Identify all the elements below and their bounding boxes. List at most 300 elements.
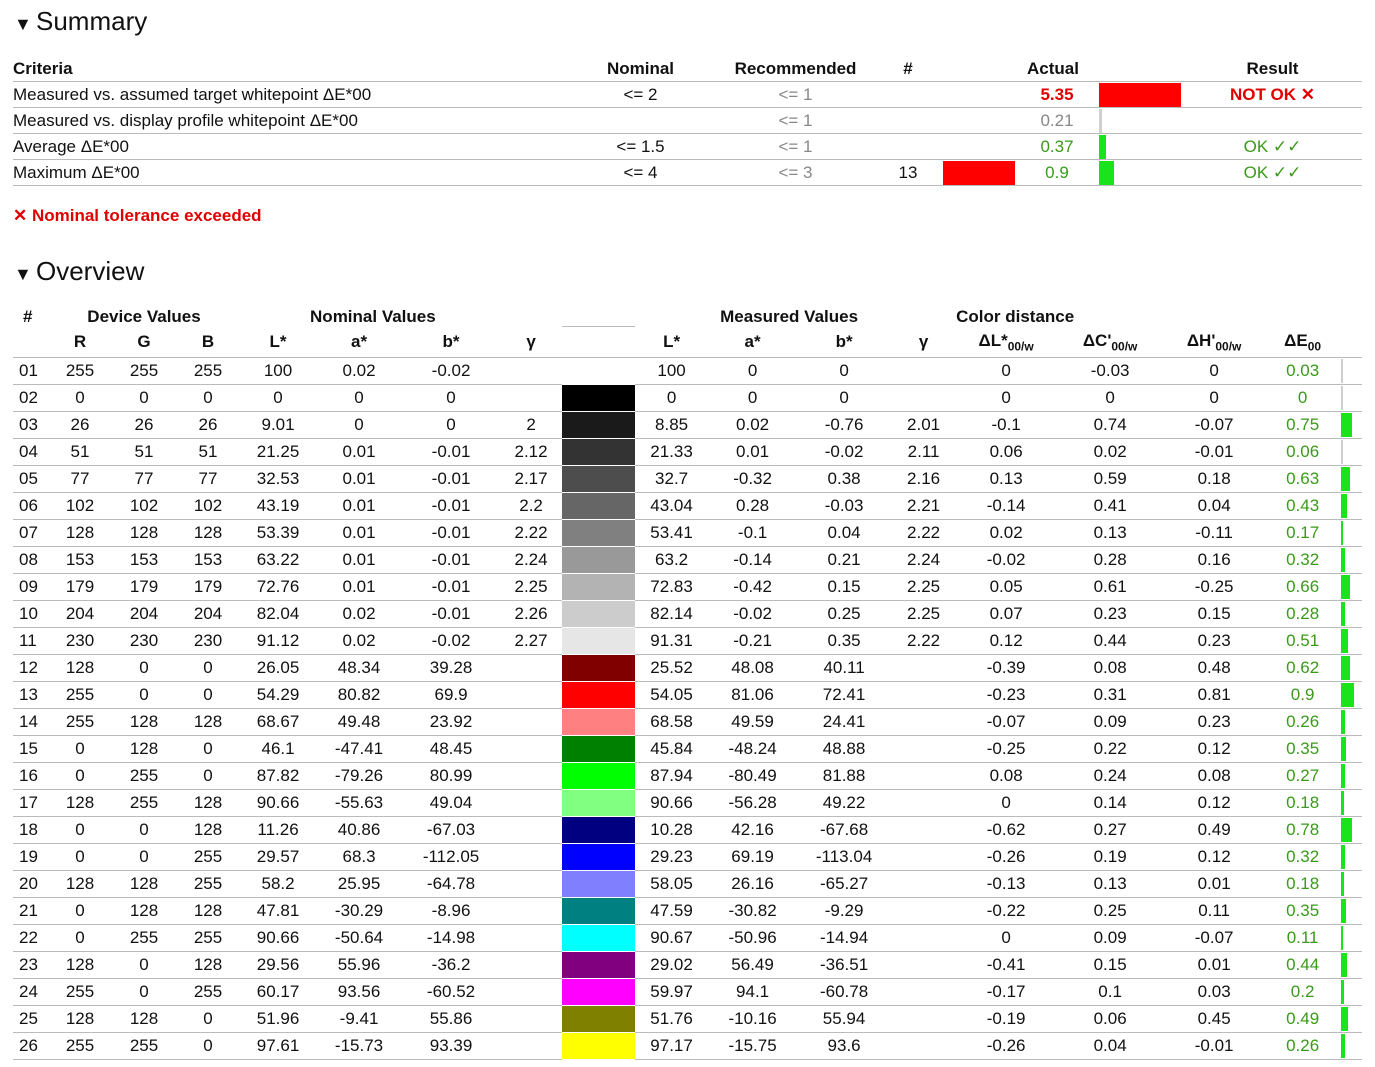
delta-e-bar <box>1341 980 1344 1004</box>
nominal-b: -0.02 <box>402 628 500 655</box>
device-b: 51 <box>176 439 240 466</box>
delta-e: 0.11 <box>1264 925 1341 952</box>
criteria-cell: Maximum ΔE*00 <box>13 160 563 186</box>
nominal-b: -112.05 <box>402 844 500 871</box>
nominal-gamma: 2.27 <box>500 628 562 655</box>
measured-b: 0.35 <box>797 628 891 655</box>
delta-h: 0 <box>1164 385 1264 412</box>
measured-a: 26.16 <box>708 871 797 898</box>
delta-h: 0.49 <box>1164 817 1264 844</box>
patch-number: 16 <box>13 763 48 790</box>
nominal-b: -64.78 <box>402 871 500 898</box>
device-b: 128 <box>176 898 240 925</box>
delta-e: 0.06 <box>1264 439 1341 466</box>
header-measured-gamma: γ <box>891 327 956 358</box>
color-swatch <box>562 628 635 655</box>
delta-e-bar <box>1341 467 1350 491</box>
patch-number: 17 <box>13 790 48 817</box>
table-row <box>13 493 1362 520</box>
nominal-a: -79.26 <box>316 763 402 790</box>
swatch-fill <box>562 763 635 789</box>
swatch-fill <box>562 871 635 897</box>
delta-e-bar-cell <box>1341 385 1362 412</box>
device-g: 255 <box>112 790 176 817</box>
color-swatch <box>562 925 635 952</box>
header-b: B <box>176 327 240 358</box>
delta-l: -0.26 <box>956 1033 1056 1060</box>
delta-c: 0.09 <box>1056 709 1164 736</box>
color-swatch <box>562 898 635 925</box>
patch-number: 19 <box>13 844 48 871</box>
delta-e-bar-cell <box>1341 439 1362 466</box>
nominal-b: -8.96 <box>402 898 500 925</box>
color-swatch <box>562 358 635 385</box>
recommended-cell: <= 1 <box>718 134 873 160</box>
measured-l: 21.33 <box>635 439 708 466</box>
delta-e-bar-cell <box>1341 979 1362 1006</box>
delta-e-bar <box>1341 899 1346 923</box>
table-row <box>13 763 1362 790</box>
device-g: 0 <box>112 817 176 844</box>
nominal-a: 0.01 <box>316 466 402 493</box>
count-bar <box>943 161 1015 185</box>
delta-e: 0.35 <box>1264 736 1341 763</box>
table-row <box>13 736 1362 763</box>
device-g: 153 <box>112 547 176 574</box>
criteria-cell: Measured vs. display profile whitepoint ΔE*00 <box>13 108 563 134</box>
device-g: 255 <box>112 1033 176 1060</box>
measured-b: -113.04 <box>797 844 891 871</box>
header-g: G <box>112 327 176 358</box>
result-cell <box>1183 108 1362 134</box>
color-swatch <box>562 1033 635 1060</box>
device-b: 128 <box>176 790 240 817</box>
device-r: 26 <box>48 412 112 439</box>
delta-e-bar-cell <box>1341 817 1362 844</box>
delta-e: 0.62 <box>1264 655 1341 682</box>
delta-l: -0.26 <box>956 844 1056 871</box>
delta-l: -0.17 <box>956 979 1056 1006</box>
delta-e: 0.26 <box>1264 1033 1341 1060</box>
device-b: 26 <box>176 412 240 439</box>
count-cell <box>873 108 943 134</box>
delta-l: -0.41 <box>956 952 1056 979</box>
delta-h: 0 <box>1164 358 1264 385</box>
color-swatch <box>562 952 635 979</box>
device-g: 230 <box>112 628 176 655</box>
nominal-l: 100 <box>240 358 316 385</box>
delta-e-bar <box>1341 359 1343 383</box>
measured-gamma: 2.22 <box>891 628 956 655</box>
nominal-a: 25.95 <box>316 871 402 898</box>
nominal-b: -0.02 <box>402 358 500 385</box>
nominal-gamma <box>500 736 562 763</box>
device-b: 128 <box>176 709 240 736</box>
device-r: 255 <box>48 979 112 1006</box>
delta-e-bar-cell <box>1341 466 1362 493</box>
header-measured-values: Measured Values <box>720 306 859 326</box>
nominal-b: 93.39 <box>402 1033 500 1060</box>
table-row <box>13 547 1362 574</box>
measured-l: 90.67 <box>635 925 708 952</box>
nominal-l: 58.2 <box>240 871 316 898</box>
patch-number: 21 <box>13 898 48 925</box>
measured-gamma: 2.11 <box>891 439 956 466</box>
color-swatch <box>562 790 635 817</box>
header-measured-b: b* <box>797 327 891 358</box>
header-delta-l: $\Delta L*_{00/w}$ <box>956 327 1056 358</box>
device-r: 0 <box>48 817 112 844</box>
swatch-fill <box>562 574 635 600</box>
measured-l: 51.76 <box>635 1006 708 1033</box>
color-swatch <box>562 979 635 1006</box>
measured-b: 0.04 <box>797 520 891 547</box>
device-b: 230 <box>176 628 240 655</box>
nominal-gamma <box>500 655 562 682</box>
nominal-gamma <box>500 763 562 790</box>
table-row <box>13 898 1362 925</box>
delta-e: 0.9 <box>1264 682 1341 709</box>
measured-a: -0.14 <box>708 547 797 574</box>
table-row <box>13 655 1362 682</box>
delta-l: 0.12 <box>956 628 1056 655</box>
measured-gamma <box>891 817 956 844</box>
delta-e-bar <box>1341 683 1354 707</box>
measured-l: 32.7 <box>635 466 708 493</box>
measured-gamma: 2.24 <box>891 547 956 574</box>
nominal-cell <box>563 108 718 134</box>
device-b: 255 <box>176 925 240 952</box>
swatch-fill <box>562 898 635 924</box>
delta-e-bar-cell <box>1341 493 1362 520</box>
delta-e-bar <box>1341 521 1343 545</box>
delta-e-bar <box>1341 575 1350 599</box>
delta-l: -0.22 <box>956 898 1056 925</box>
nominal-b: 39.28 <box>402 655 500 682</box>
delta-h: -0.01 <box>1164 439 1264 466</box>
measured-gamma <box>891 790 956 817</box>
patch-number: 25 <box>13 1006 48 1033</box>
measured-gamma <box>891 709 956 736</box>
measured-a: 69.19 <box>708 844 797 871</box>
nominal-gamma <box>500 898 562 925</box>
nominal-b: 49.04 <box>402 790 500 817</box>
device-r: 128 <box>48 520 112 547</box>
delta-e: 0.75 <box>1264 412 1341 439</box>
device-g: 0 <box>112 952 176 979</box>
delta-e-bar-cell <box>1341 1033 1362 1060</box>
actual-cell: 0.21 <box>1015 108 1099 134</box>
measured-gamma: 2.25 <box>891 601 956 628</box>
delta-c: 0.14 <box>1056 790 1164 817</box>
delta-e-bar <box>1341 926 1343 950</box>
delta-c: 0.23 <box>1056 601 1164 628</box>
delta-c: 0.74 <box>1056 412 1164 439</box>
patch-number: 05 <box>13 466 48 493</box>
recommended-cell: <= 1 <box>718 108 873 134</box>
delta-l: 0 <box>956 358 1056 385</box>
device-r: 255 <box>48 358 112 385</box>
nominal-gamma: 2.25 <box>500 574 562 601</box>
delta-e-bar <box>1341 494 1347 518</box>
measured-l: 59.97 <box>635 979 708 1006</box>
measured-a: 49.59 <box>708 709 797 736</box>
delta-l: 0 <box>956 790 1056 817</box>
nominal-b: -0.01 <box>402 439 500 466</box>
delta-h: -0.11 <box>1164 520 1264 547</box>
nominal-gamma <box>500 1033 562 1060</box>
delta-h: 0.48 <box>1164 655 1264 682</box>
measured-b: 0.25 <box>797 601 891 628</box>
device-r: 0 <box>48 385 112 412</box>
delta-e-bar <box>1341 818 1352 842</box>
swatch-fill <box>562 358 635 384</box>
measured-gamma <box>891 1033 956 1060</box>
nominal-a: 93.56 <box>316 979 402 1006</box>
measured-l: 47.59 <box>635 898 708 925</box>
nominal-l: 82.04 <box>240 601 316 628</box>
device-g: 0 <box>112 979 176 1006</box>
measured-a: 94.1 <box>708 979 797 1006</box>
actual-bar <box>1099 161 1114 185</box>
delta-l: -0.02 <box>956 547 1056 574</box>
delta-c: 0.31 <box>1056 682 1164 709</box>
device-b: 0 <box>176 1006 240 1033</box>
table-row <box>13 790 1362 817</box>
nominal-b: 69.9 <box>402 682 500 709</box>
table-row <box>13 871 1362 898</box>
color-swatch <box>562 655 635 682</box>
measured-a: 0 <box>708 358 797 385</box>
actual-bar <box>1099 109 1102 133</box>
delta-h: -0.07 <box>1164 925 1264 952</box>
device-b: 0 <box>176 763 240 790</box>
device-b: 0 <box>176 385 240 412</box>
swatch-fill <box>562 682 635 708</box>
patch-number: 20 <box>13 871 48 898</box>
nominal-gamma: 2.22 <box>500 520 562 547</box>
nominal-l: 0 <box>240 385 316 412</box>
color-swatch <box>562 763 635 790</box>
measured-b: -0.03 <box>797 493 891 520</box>
device-r: 128 <box>48 655 112 682</box>
delta-e-bar-cell <box>1341 520 1362 547</box>
color-swatch <box>562 493 635 520</box>
device-b: 255 <box>176 871 240 898</box>
delta-e-bar-cell <box>1341 412 1362 439</box>
delta-e-bar-cell <box>1341 844 1362 871</box>
nominal-l: 43.19 <box>240 493 316 520</box>
actual-bar-cell <box>1099 108 1183 134</box>
actual-bar <box>1099 83 1181 107</box>
delta-e-bar-cell <box>1341 655 1362 682</box>
delta-c: 0.25 <box>1056 898 1164 925</box>
result-cell: OK ✓✓ <box>1183 134 1362 160</box>
collapse-triangle-icon: ▼ <box>14 264 32 284</box>
summary-heading[interactable]: ▼ Summary <box>14 6 148 36</box>
delta-e: 0.18 <box>1264 790 1341 817</box>
nominal-cell: <= 1.5 <box>563 134 718 160</box>
device-r: 0 <box>48 844 112 871</box>
nominal-b: 80.99 <box>402 763 500 790</box>
result-cell: OK ✓✓ <box>1183 160 1362 186</box>
color-swatch <box>562 412 635 439</box>
delta-h: 0.08 <box>1164 763 1264 790</box>
delta-e-bar-cell <box>1341 601 1362 628</box>
nominal-l: 29.56 <box>240 952 316 979</box>
measured-a: 42.16 <box>708 817 797 844</box>
nominal-a: 68.3 <box>316 844 402 871</box>
delta-h: 0.23 <box>1164 709 1264 736</box>
delta-l: 0.07 <box>956 601 1056 628</box>
count-bar-cell <box>943 160 1015 186</box>
measured-b: -9.29 <box>797 898 891 925</box>
delta-e-bar-cell <box>1341 898 1362 925</box>
color-swatch <box>562 736 635 763</box>
patch-number: 02 <box>13 385 48 412</box>
measured-a: -80.49 <box>708 763 797 790</box>
measured-gamma <box>891 1006 956 1033</box>
nominal-gamma <box>500 844 562 871</box>
patch-number: 01 <box>13 358 48 385</box>
patch-number: 04 <box>13 439 48 466</box>
delta-e: 0.2 <box>1264 979 1341 1006</box>
measured-gamma: 2.25 <box>891 574 956 601</box>
device-b: 179 <box>176 574 240 601</box>
summary-row <box>13 82 1362 108</box>
measured-gamma <box>891 844 956 871</box>
device-r: 51 <box>48 439 112 466</box>
nominal-gamma <box>500 952 562 979</box>
criteria-cell: Measured vs. assumed target whitepoint ΔE*00 <box>13 82 563 108</box>
measured-l: 29.02 <box>635 952 708 979</box>
nominal-a: 0.01 <box>316 520 402 547</box>
nominal-l: 72.76 <box>240 574 316 601</box>
delta-e-bar-cell <box>1341 790 1362 817</box>
color-swatch <box>562 439 635 466</box>
device-r: 230 <box>48 628 112 655</box>
color-swatch <box>562 520 635 547</box>
measured-a: -15.75 <box>708 1033 797 1060</box>
nominal-a: -47.41 <box>316 736 402 763</box>
nominal-l: 21.25 <box>240 439 316 466</box>
measured-l: 10.28 <box>635 817 708 844</box>
delta-e-bar <box>1341 1007 1348 1031</box>
swatch-fill <box>562 439 635 465</box>
delta-c: 0.04 <box>1056 1033 1164 1060</box>
delta-e-bar <box>1341 872 1344 896</box>
delta-e-bar-cell <box>1341 1006 1362 1033</box>
patch-number: 14 <box>13 709 48 736</box>
device-r: 128 <box>48 1006 112 1033</box>
device-g: 102 <box>112 493 176 520</box>
delta-c: 0.24 <box>1056 763 1164 790</box>
delta-e-bar-cell <box>1341 682 1362 709</box>
overview-heading[interactable]: ▼ Overview <box>14 256 145 286</box>
swatch-fill <box>562 628 635 654</box>
color-swatch <box>562 466 635 493</box>
table-row <box>13 844 1362 871</box>
delta-h: -0.07 <box>1164 412 1264 439</box>
delta-c: 0.1 <box>1056 979 1164 1006</box>
patch-number: 22 <box>13 925 48 952</box>
nominal-b: -60.52 <box>402 979 500 1006</box>
actual-bar <box>1099 135 1106 159</box>
device-r: 0 <box>48 763 112 790</box>
header-color-distance: Color distance <box>956 306 1075 326</box>
measured-l: 72.83 <box>635 574 708 601</box>
delta-c: 0.13 <box>1056 520 1164 547</box>
delta-e: 0.03 <box>1264 358 1341 385</box>
patch-number: 10 <box>13 601 48 628</box>
delta-e-bar <box>1341 953 1347 977</box>
patch-number: 11 <box>13 628 48 655</box>
delta-l: -0.39 <box>956 655 1056 682</box>
nominal-b: -0.01 <box>402 493 500 520</box>
delta-h: 0.16 <box>1164 547 1264 574</box>
nominal-gamma: 2.12 <box>500 439 562 466</box>
delta-l: -0.19 <box>956 1006 1056 1033</box>
header-actual: Actual <box>943 53 1099 82</box>
delta-l: -0.07 <box>956 709 1056 736</box>
delta-e: 0.43 <box>1264 493 1341 520</box>
measured-b: -36.51 <box>797 952 891 979</box>
nominal-a: 80.82 <box>316 682 402 709</box>
nominal-a: 0.02 <box>316 601 402 628</box>
nominal-b: -67.03 <box>402 817 500 844</box>
nominal-b: -0.01 <box>402 601 500 628</box>
delta-l: 0.08 <box>956 763 1056 790</box>
delta-h: 0.01 <box>1164 871 1264 898</box>
device-b: 102 <box>176 493 240 520</box>
delta-e-bar-cell <box>1341 574 1362 601</box>
nominal-a: -30.29 <box>316 898 402 925</box>
device-r: 153 <box>48 547 112 574</box>
device-b: 0 <box>176 655 240 682</box>
delta-e: 0.18 <box>1264 871 1341 898</box>
measured-a: -48.24 <box>708 736 797 763</box>
delta-c: 0 <box>1056 385 1164 412</box>
delta-c: 0.22 <box>1056 736 1164 763</box>
swatch-fill <box>562 790 635 816</box>
patch-number: 12 <box>13 655 48 682</box>
swatch-fill <box>562 817 635 843</box>
swatch-fill <box>562 547 635 573</box>
nominal-l: 91.12 <box>240 628 316 655</box>
color-swatch <box>562 871 635 898</box>
nominal-a: -9.41 <box>316 1006 402 1033</box>
delta-e-bar-cell <box>1341 871 1362 898</box>
nominal-l: 63.22 <box>240 547 316 574</box>
nominal-l: 90.66 <box>240 925 316 952</box>
device-g: 0 <box>112 385 176 412</box>
nominal-gamma <box>500 871 562 898</box>
table-row <box>13 628 1362 655</box>
delta-e-bar <box>1341 845 1345 869</box>
nominal-cell: <= 4 <box>563 160 718 186</box>
table-row <box>13 520 1362 547</box>
table-row <box>13 682 1362 709</box>
delta-l: 0.13 <box>956 466 1056 493</box>
summary-row <box>13 160 1362 186</box>
table-row <box>13 979 1362 1006</box>
delta-h: 0.81 <box>1164 682 1264 709</box>
delta-e-bar-cell <box>1341 358 1362 385</box>
nominal-gamma: 2.26 <box>500 601 562 628</box>
measured-b: 48.88 <box>797 736 891 763</box>
nominal-a: -15.73 <box>316 1033 402 1060</box>
header-measured-l: L* <box>635 327 708 358</box>
